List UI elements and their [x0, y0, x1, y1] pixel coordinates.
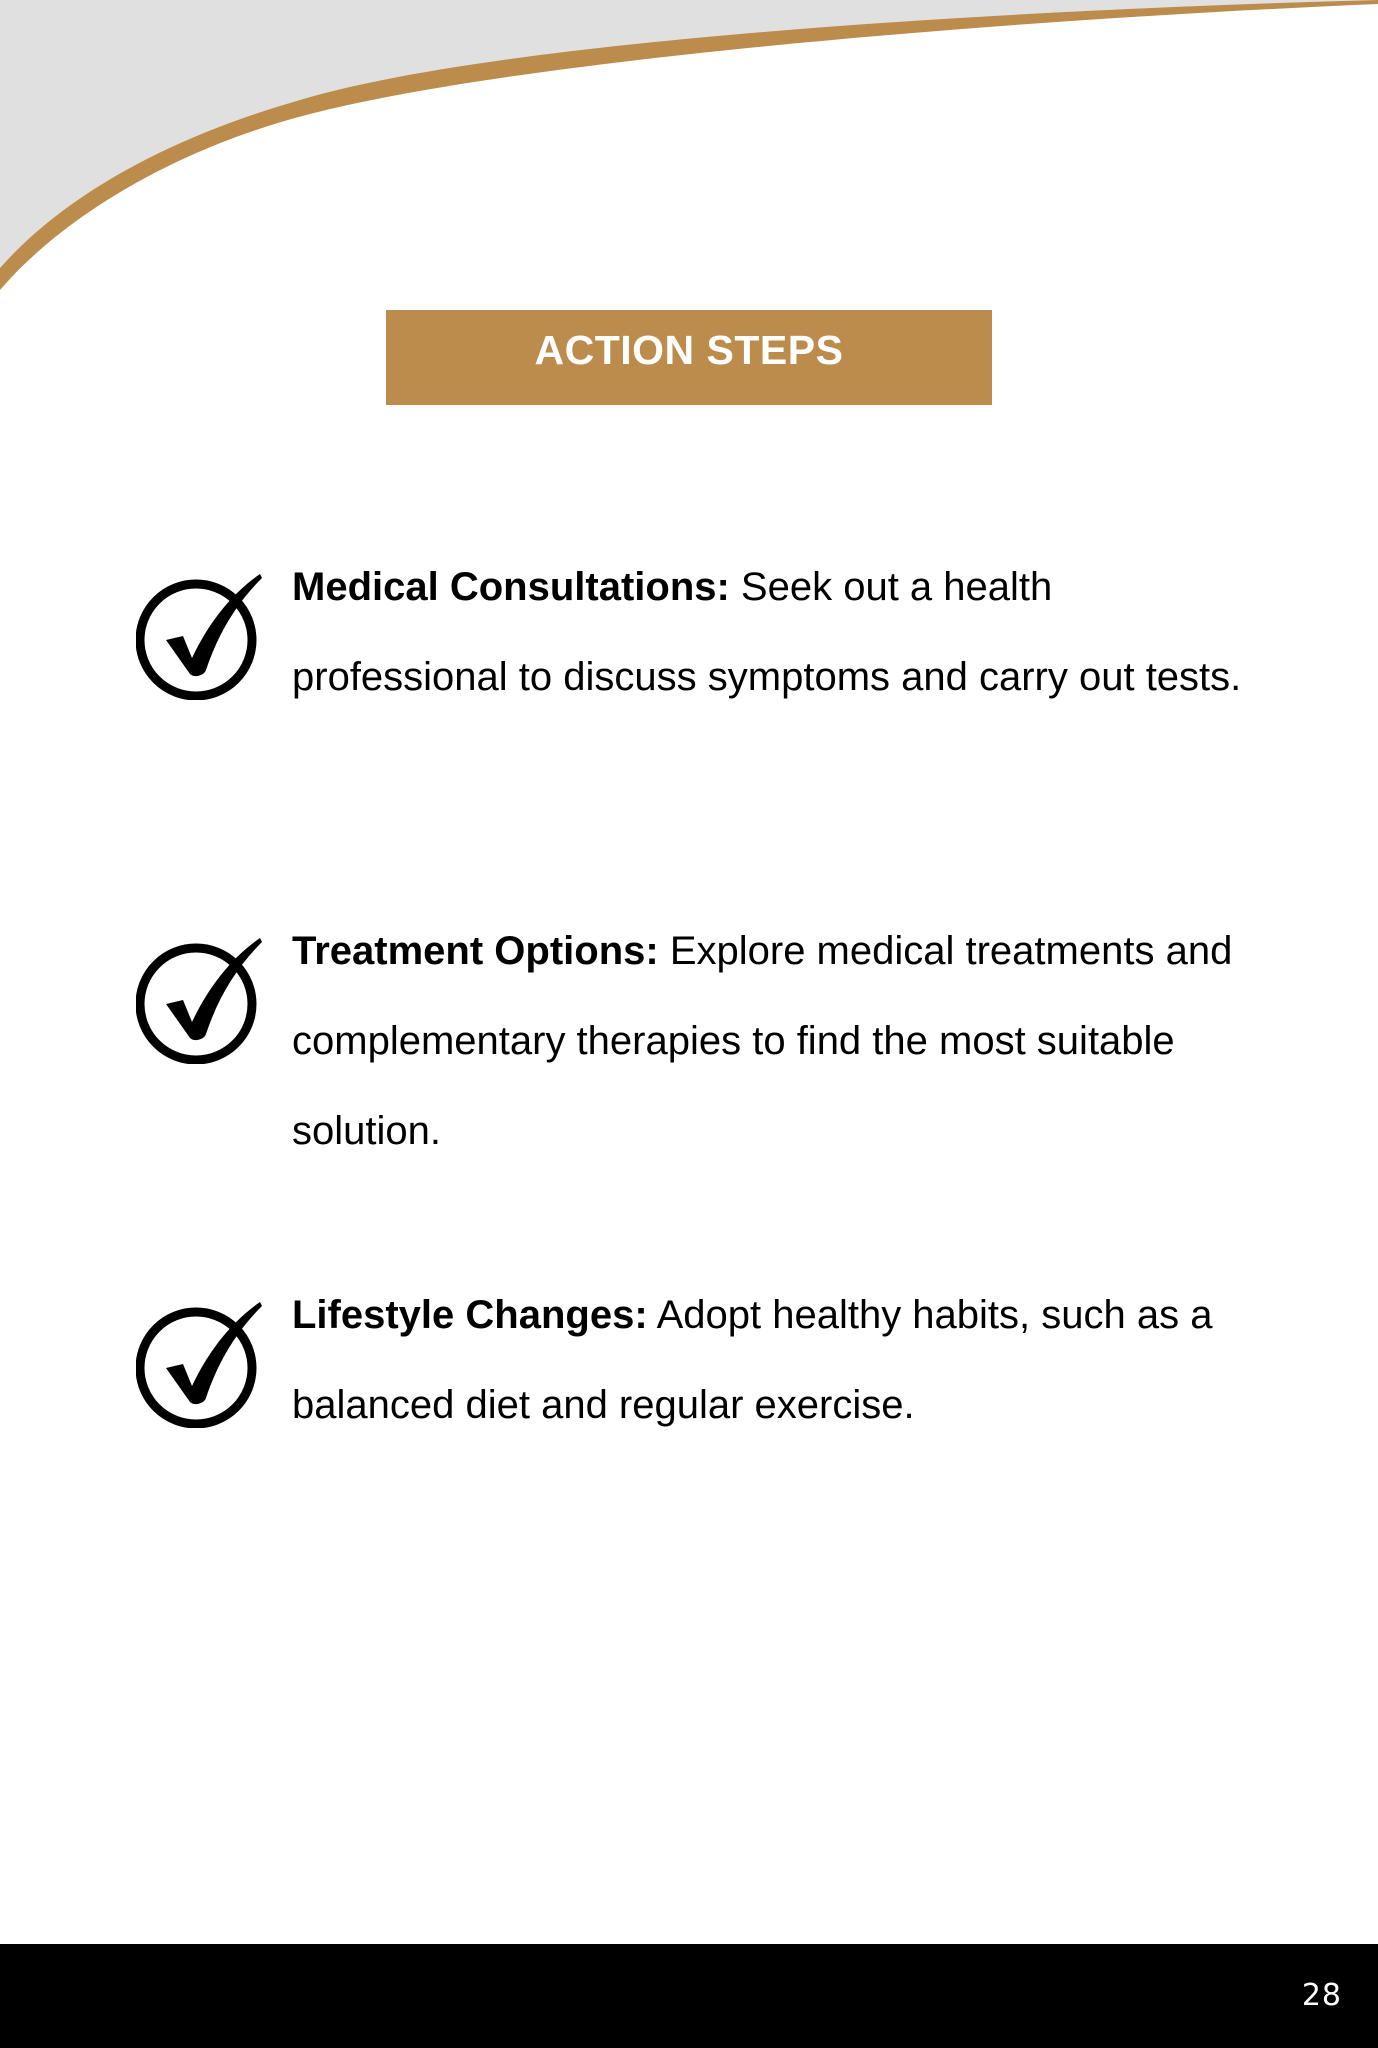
page-number: 28: [1301, 1978, 1342, 2013]
check-circle-icon: [136, 574, 262, 700]
action-step-text: [292, 542, 1252, 722]
action-step-text: [292, 1270, 1252, 1450]
action-step-body: Explore medical treatments and complementary therapies to find the most suitable solution.: [292, 929, 1233, 1153]
action-step-heading: Lifestyle Changes:: [292, 1293, 648, 1337]
check-circle-icon: [136, 1302, 262, 1428]
check-circle-icon: [136, 938, 262, 1064]
action-step-heading: Treatment Options:: [292, 929, 659, 973]
action-step-heading: Medical Consultations:: [292, 565, 730, 609]
header-swoosh-decoration: [0, 0, 1378, 300]
action-step-body: Adopt healthy habits, such as a balanced diet and regular exercise.: [292, 1293, 1213, 1427]
action-step-body: Seek out a health professional to discuss symptoms and carry out tests.: [292, 565, 1242, 699]
section-title: ACTION STEPS: [534, 327, 844, 373]
section-title-banner: [386, 310, 992, 405]
page-footer: [0, 1944, 1378, 2048]
action-step-text: [292, 906, 1252, 1176]
